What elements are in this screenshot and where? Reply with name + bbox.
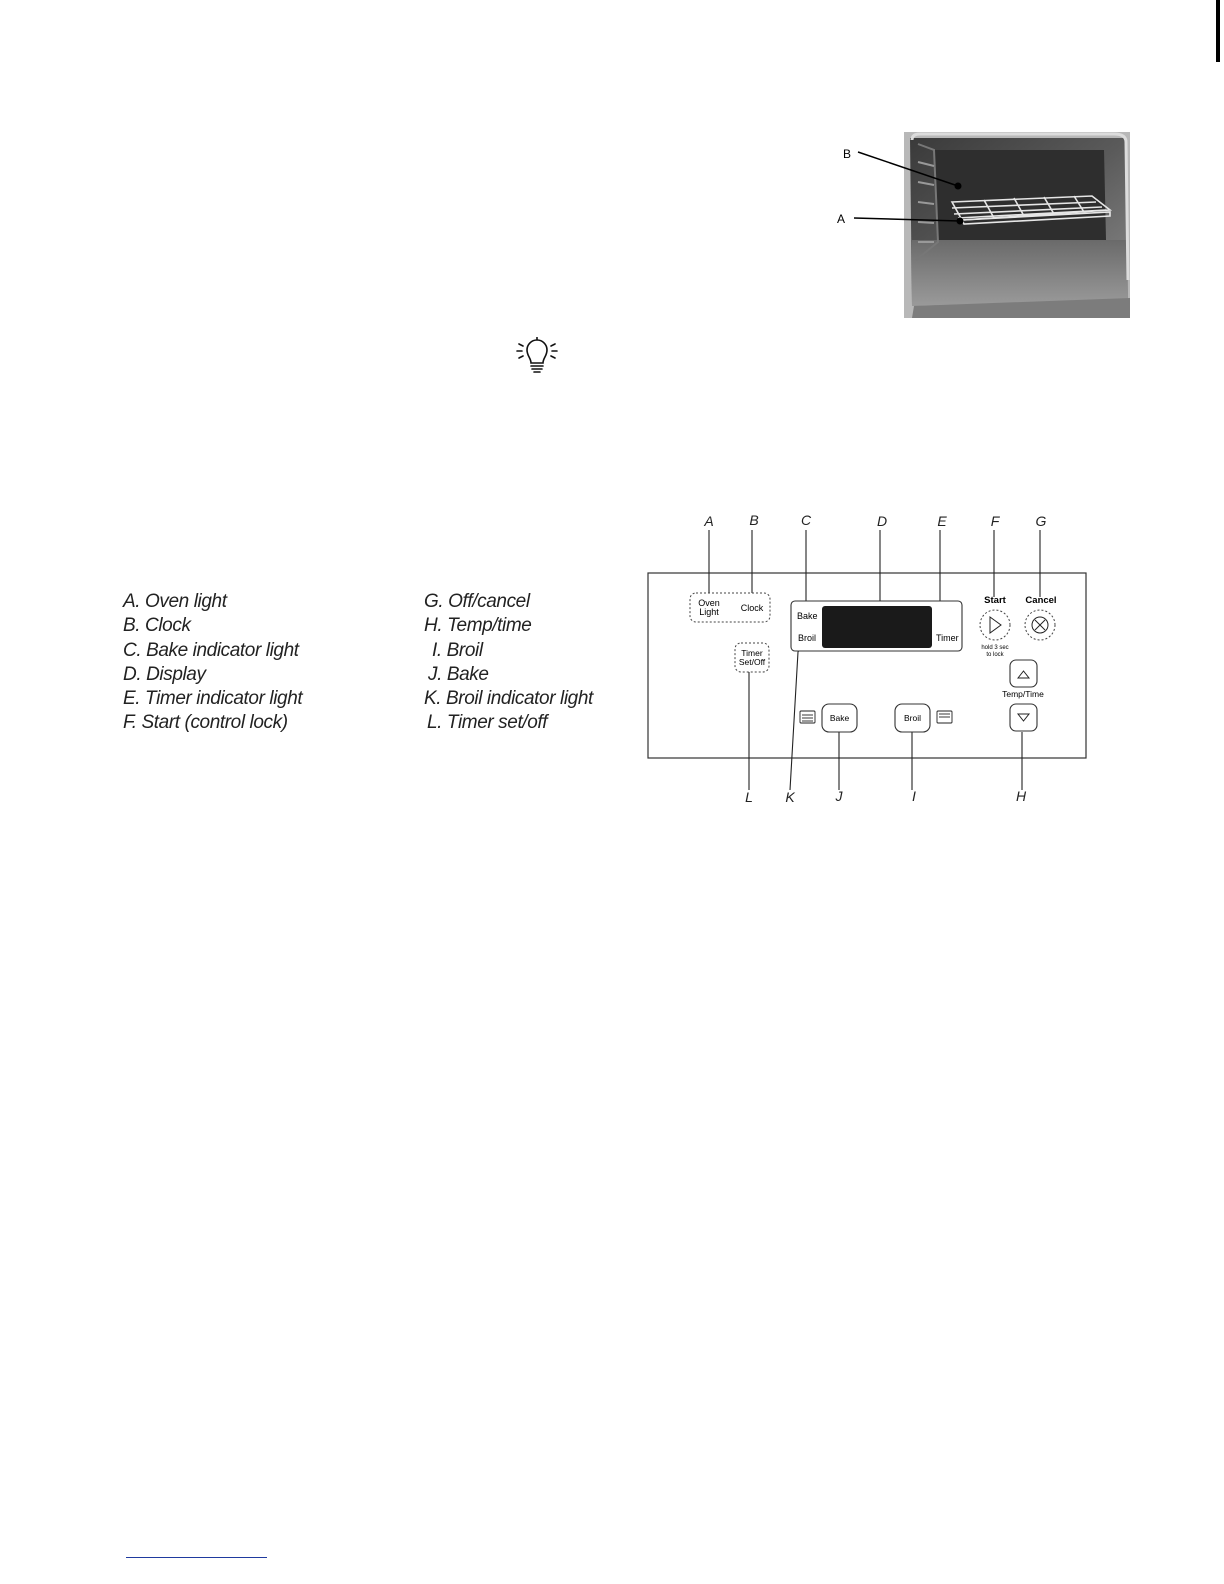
panel-callout-a: A <box>704 513 714 529</box>
panel-callout-l: L <box>745 789 753 805</box>
legend-item-j: J. Bake <box>428 663 489 685</box>
legend-item-a: A. Oven light <box>123 591 227 612</box>
start-button[interactable] <box>980 610 1010 640</box>
bake-indicator-label: Bake <box>797 611 818 621</box>
bake-oven-icon <box>800 711 815 723</box>
control-legend-right <box>424 590 593 736</box>
panel-callout-k: K <box>785 789 795 805</box>
broil-button-label: Broil <box>903 713 922 723</box>
legend-item-b: B. Clock <box>123 615 191 637</box>
timer-label-1: Timer <box>741 648 763 658</box>
panel-callout-h: H <box>1015 788 1027 804</box>
control-legend-left <box>123 590 302 736</box>
cancel-label: Cancel <box>1025 595 1057 606</box>
legend-item-f: F. Start (control lock) <box>123 712 288 734</box>
oven-rack-figure <box>834 130 1134 320</box>
start-note-1: hold 3 sec <box>981 645 1009 651</box>
temp-time-down-button[interactable] <box>1010 704 1037 731</box>
legend-item-d: D. Display <box>123 663 206 685</box>
start-note-2: to lock <box>986 652 1004 658</box>
panel-callout-g: G <box>1035 513 1047 529</box>
legend-item-c: C. Bake indicator light <box>123 639 299 661</box>
panel-callout-j: J <box>835 788 843 804</box>
panel-callout-b: B <box>749 512 759 528</box>
clock-label: Clock <box>740 603 764 613</box>
footer-link-rule <box>126 1557 267 1558</box>
oven-callout-a: A <box>837 212 846 226</box>
temp-time-up-button[interactable] <box>1010 660 1037 687</box>
broil-oven-icon <box>937 711 952 723</box>
page-edge-bar <box>1216 0 1220 62</box>
display-screen <box>822 606 932 648</box>
timer-indicator-label: Timer <box>936 633 959 643</box>
oven-light-label-1: Oven <box>698 598 720 608</box>
legend-item-e: E. Timer indicator light <box>123 688 303 710</box>
panel-callout-i: I <box>912 788 916 804</box>
bake-button-label: Bake <box>829 713 850 723</box>
panel-callout-e: E <box>937 513 947 529</box>
legend-item-k: K. Broil indicator light <box>424 688 593 710</box>
control-panel-diagram <box>640 506 1100 810</box>
start-label: Start <box>984 595 1006 606</box>
panel-callout-f: F <box>990 513 1000 529</box>
broil-indicator-label: Broil <box>798 633 817 643</box>
panel-callout-d: D <box>876 513 888 529</box>
legend-item-h: H. Temp/time <box>424 615 532 637</box>
oven-light-label-2: Light <box>699 607 719 617</box>
oven-callout-b: B <box>843 147 852 161</box>
legend-item-g: G. Off/cancel <box>424 591 530 612</box>
lightbulb-icon <box>514 337 560 375</box>
legend-item-l: L. Timer set/off <box>427 712 548 734</box>
temp-time-label: Temp/Time <box>1002 689 1044 699</box>
timer-label-2: Set/Off <box>738 657 766 667</box>
legend-item-i: I. Broil <box>432 639 483 661</box>
panel-callout-c: C <box>800 512 812 528</box>
